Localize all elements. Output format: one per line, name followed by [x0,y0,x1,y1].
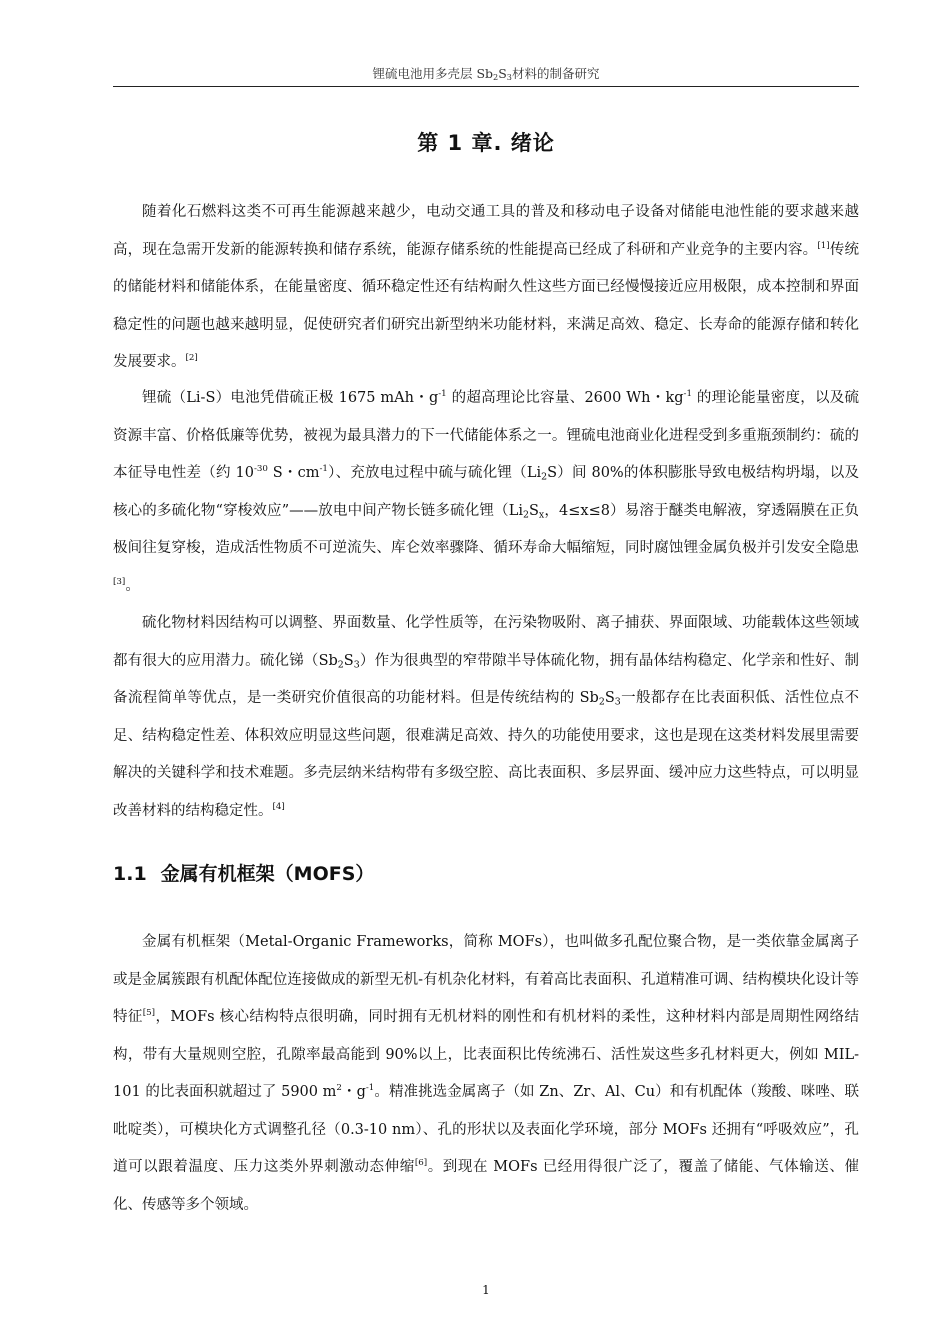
superscript: -30 [253,463,268,474]
text-run: ・g [341,1084,366,1100]
subscript: 2 [522,508,529,520]
superscript: 2 [336,1082,342,1093]
text-run: S [343,652,354,669]
paragraph-mofs [113,924,859,1224]
superscript: -1 [438,388,447,399]
section-heading [113,860,859,888]
text-run: S・cm [267,465,320,481]
text-run: 随着化石燃料这类不可再生能源越来越少，电动交通工具的普及和移动电子设备对储能电池性能的要求越来越高，现在急需开发新的能源转换和储存系统，能源存储系统的性能提高已经成了科研和产业竞争的主要内容。 [113,204,859,258]
text-run: S [604,690,615,706]
text-run: 硫化物材料因结构可以调整、界面数量、化学性质等，在污染物吸附、离子捕获、界面限域、功能载体这些领域都有很大的应用潜力。硫化锑（Sb [113,615,859,669]
superscript: -1 [319,463,328,474]
citation-ref[interactable]: [2] [185,352,198,363]
subscript: 3 [506,72,512,83]
header-text: S [498,66,507,81]
text-run: 一般都存在比表面积低、活性位点不足、结构稳定性差、体积效应明显这些问题，很难满足高效、持久的功能使用要求，这也是现在这类材料发展里需要解决的关键科学和技术难题。多壳层纳米结构带有多级空腔、高比表面积、多层界面、缓冲应力这些特点，可以明显改善材料的结构稳定性。 [113,690,859,819]
subscript: 2 [541,471,548,483]
superscript: -1 [683,388,693,399]
text-run: 。精准挑选金属离子（如 Zn、Zr、Al、Cu）和有机配体（羧酸、咪唑、联吡啶类），可模块化方式调整孔径（0.3-10 nm）、孔的形状以及表面化学环境，部分 MOFs 还拥有“呼吸效应”，孔道可以跟着温度、压力这类外界刺激动态伸缩 [113,1084,859,1175]
text-run: ）作为很典型的窄带隙半导体硫化物，拥有晶体结构稳定、化学亲和性好、制备流程简单等优点，是一类研究价值很高的功能材料。但是传统结构的 Sb [113,652,859,706]
text-run: 锂硫（Li-S）电池凭借硫正极 1675 mAh・g [142,390,439,406]
subscript: x [538,508,545,520]
text-run: S）间 80%的体积膨胀导致电极结构坍塌，以及核心的多硫化物“穿梭效应”——放电中间产物长链多硫化锂（Li [113,465,860,519]
header-text: 材料的制备研究 [511,66,600,81]
subscript: 2 [337,658,344,670]
citation-ref[interactable]: [5] [142,1007,156,1018]
running-header [113,66,859,82]
text-run: 的超高理论比容量、2600 Wh・kg [446,390,684,406]
header-rule [113,86,859,87]
text-run: S [528,502,539,519]
text-run: ）、充放电过程中硫与硫化锂（Li [327,465,542,481]
superscript: -1 [365,1082,375,1093]
subscript: 3 [614,696,621,708]
subscript: 2 [598,696,605,708]
subscript: 3 [353,658,360,670]
chapter-title: 第 1 章. 绪论 [417,131,555,155]
text-run: 金属有机框架（Metal-Organic Frameworks，简称 MOFs），也叫做多孔配位聚合物，是一类依靠金属离子或是金属簇跟有机配体配位连接做成的新型无机-有机杂化材料，有着高比表面积、孔道精准可调、结构模块化设计等特征 [113,934,859,1025]
paragraph-sulfide-materials [113,605,859,830]
text-run: 的理论能量密度，以及硫资源丰富、价格低廉等优势，被视为最具潜力的下一代储能体系之一。锂硫电池商业化进程受到多重瓶颈制约：硫的本征导电性差（约 10 [113,390,859,481]
text-run: 。到现在 MOFs 已经用得很广泛了，覆盖了储能、气体输送、催化、传感等多个领域。 [113,1159,860,1213]
text-run: ，4≤x≤8）易溶于醚类电解液，穿透隔膜在正负极间往复穿梭，造成活性物质不可逆流失、库仑效率骤降、循环寿命大幅缩短，同时腐蚀锂金属负极并引发安全隐患 [113,502,859,556]
paragraph-lis-battery [113,380,859,605]
text-run: ，MOFs 核心结构特点很明确，同时拥有无机材料的刚性和有机材料的柔性，这种材料内部是周期性网络结构，带有大量规则空腔，孔隙率最高能到 90%以上，比表面积比传统沸石、活性炭这些多孔材料更大，例如 MIL-101 的比表面积就超过了 5900 m [113,1009,860,1100]
citation-ref[interactable]: [6] [414,1157,428,1168]
section-number: 1.1 [113,863,147,885]
citation-ref[interactable]: [1] [817,240,830,251]
header-text: 锂硫电池用多壳层 Sb [372,66,494,81]
paragraph-intro [113,194,859,382]
citation-ref[interactable]: [3] [113,576,126,587]
section-title: 金属有机框架（MOFS） [160,863,375,885]
page-number: 1 [482,1283,490,1297]
subscript: 2 [493,72,499,83]
citation-ref[interactable]: [4] [272,801,285,812]
text-run: 传统的储能材料和储能体系，在能量密度、循环稳定性还有结构耐久性这些方面已经慢慢接近应用极限，成本控制和界面稳定性的问题也越来越明显，促使研究者们研究出新型纳米功能材料，来满足高效、稳定、长寿命的能源存储和转化发展要求。 [113,241,860,370]
text-run: 。 [125,577,140,594]
